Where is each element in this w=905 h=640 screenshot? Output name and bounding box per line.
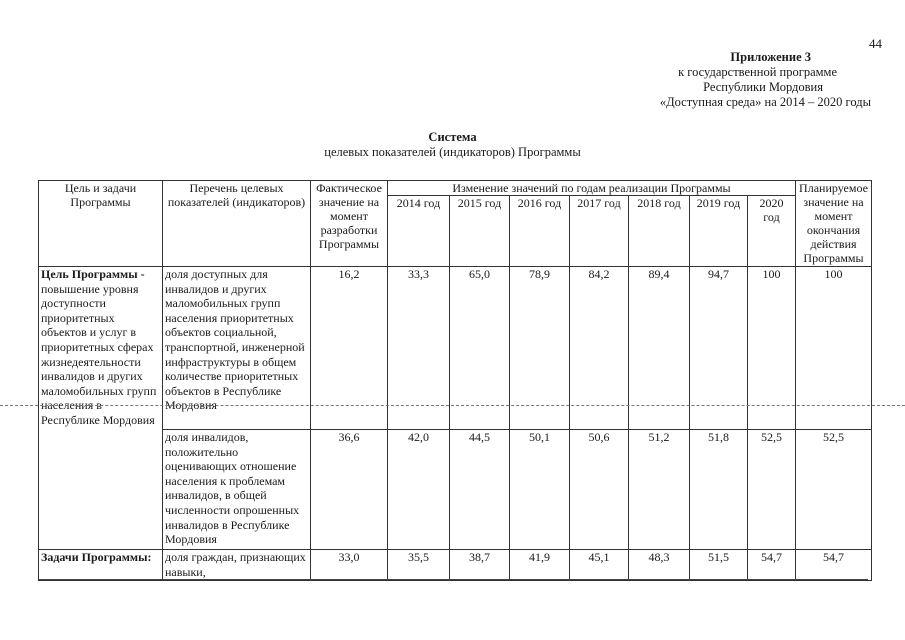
year-value: 51,2 <box>629 430 690 550</box>
planned-value: 100 <box>796 267 872 430</box>
year-value: 84,2 <box>570 267 629 430</box>
actual-value: 33,0 <box>311 550 388 581</box>
appendix-line-3: «Доступная среда» на 2014 – 2020 годы <box>659 95 871 109</box>
header-goal-tasks: Цель и задачи Программы <box>39 181 163 267</box>
year-value: 78,9 <box>510 267 570 430</box>
year-value: 41,9 <box>510 550 570 581</box>
year-value: 45,1 <box>570 550 629 581</box>
heading-title: Система <box>428 130 477 144</box>
goal-text: повышение уровня доступности приоритетных объектов и услуг в приоритетных сферах жизнедеятельности инвалидов и других маломобильных групп населения в Республике Мордовия <box>41 281 157 427</box>
year-value: 89,4 <box>629 267 690 430</box>
goal-label: Цель Программы - <box>41 267 145 281</box>
header-actual: Фактическое значение на момент разработки Программы <box>311 181 388 267</box>
year-value: 54,7 <box>748 550 796 581</box>
year-value: 100 <box>748 267 796 430</box>
year-value: 42,0 <box>388 430 450 550</box>
heading-subtitle: целевых показателей (индикаторов) Программы <box>324 145 581 159</box>
header-year: 2014 год <box>388 196 450 267</box>
appendix-line-2: Республики Мордовия <box>703 80 823 94</box>
header-planned: Планируемое значение на момент окончания действия Программы <box>796 181 872 267</box>
year-value: 51,5 <box>690 550 748 581</box>
year-value: 50,1 <box>510 430 570 550</box>
appendix-line-1: к государственной программе <box>678 65 837 79</box>
indicator-text: доля доступных для инвалидов и других маломобильных групп населения приоритетных объектов социальной, транспортной, инженерной инфраструктуры в общем количестве приоритетных объектов в Республике Мордовия <box>163 267 311 430</box>
indicator-text: доля инвалидов, положительно оценивающих отношение населения к проблемам инвалидов, в общей численности опрошенных инвалидов в Республике Мордовия <box>163 430 311 550</box>
appendix-title: Приложение 3 <box>730 50 811 64</box>
planned-value: 52,5 <box>796 430 872 550</box>
header-row-1 <box>39 181 872 196</box>
table-row <box>39 430 872 550</box>
planned-value: 54,7 <box>796 550 872 581</box>
year-value: 48,3 <box>629 550 690 581</box>
year-value: 38,7 <box>450 550 510 581</box>
year-value: 35,5 <box>388 550 450 581</box>
actual-value: 16,2 <box>311 267 388 430</box>
appendix-block <box>551 50 871 110</box>
actual-value: 36,6 <box>311 430 388 550</box>
header-changes: Изменение значений по годам реализации Программы <box>388 181 796 196</box>
table-row <box>39 550 872 581</box>
table-cut-line <box>39 579 868 580</box>
tasks-label: Задачи Программы: <box>41 550 152 564</box>
header-indicators: Перечень целевых показателей (индикаторов) <box>163 181 311 267</box>
year-value: 51,8 <box>690 430 748 550</box>
year-value: 50,6 <box>570 430 629 550</box>
document-heading <box>0 130 905 160</box>
header-year: 2017 год <box>570 196 629 267</box>
header-year: 2019 год <box>690 196 748 267</box>
tasks-cell <box>39 550 163 581</box>
goal-cell <box>39 267 163 550</box>
indicators-table <box>38 180 872 581</box>
header-year: 2020 год <box>748 196 796 267</box>
header-year: 2016 год <box>510 196 570 267</box>
year-value: 33,3 <box>388 267 450 430</box>
header-year: 2018 год <box>629 196 690 267</box>
header-year: 2015 год <box>450 196 510 267</box>
page-number: 44 <box>869 36 882 51</box>
scan-fold-line <box>0 405 905 406</box>
indicator-text: доля граждан, признающих навыки, <box>163 550 311 581</box>
year-value: 94,7 <box>690 267 748 430</box>
year-value: 65,0 <box>450 267 510 430</box>
year-value: 44,5 <box>450 430 510 550</box>
year-value: 52,5 <box>748 430 796 550</box>
